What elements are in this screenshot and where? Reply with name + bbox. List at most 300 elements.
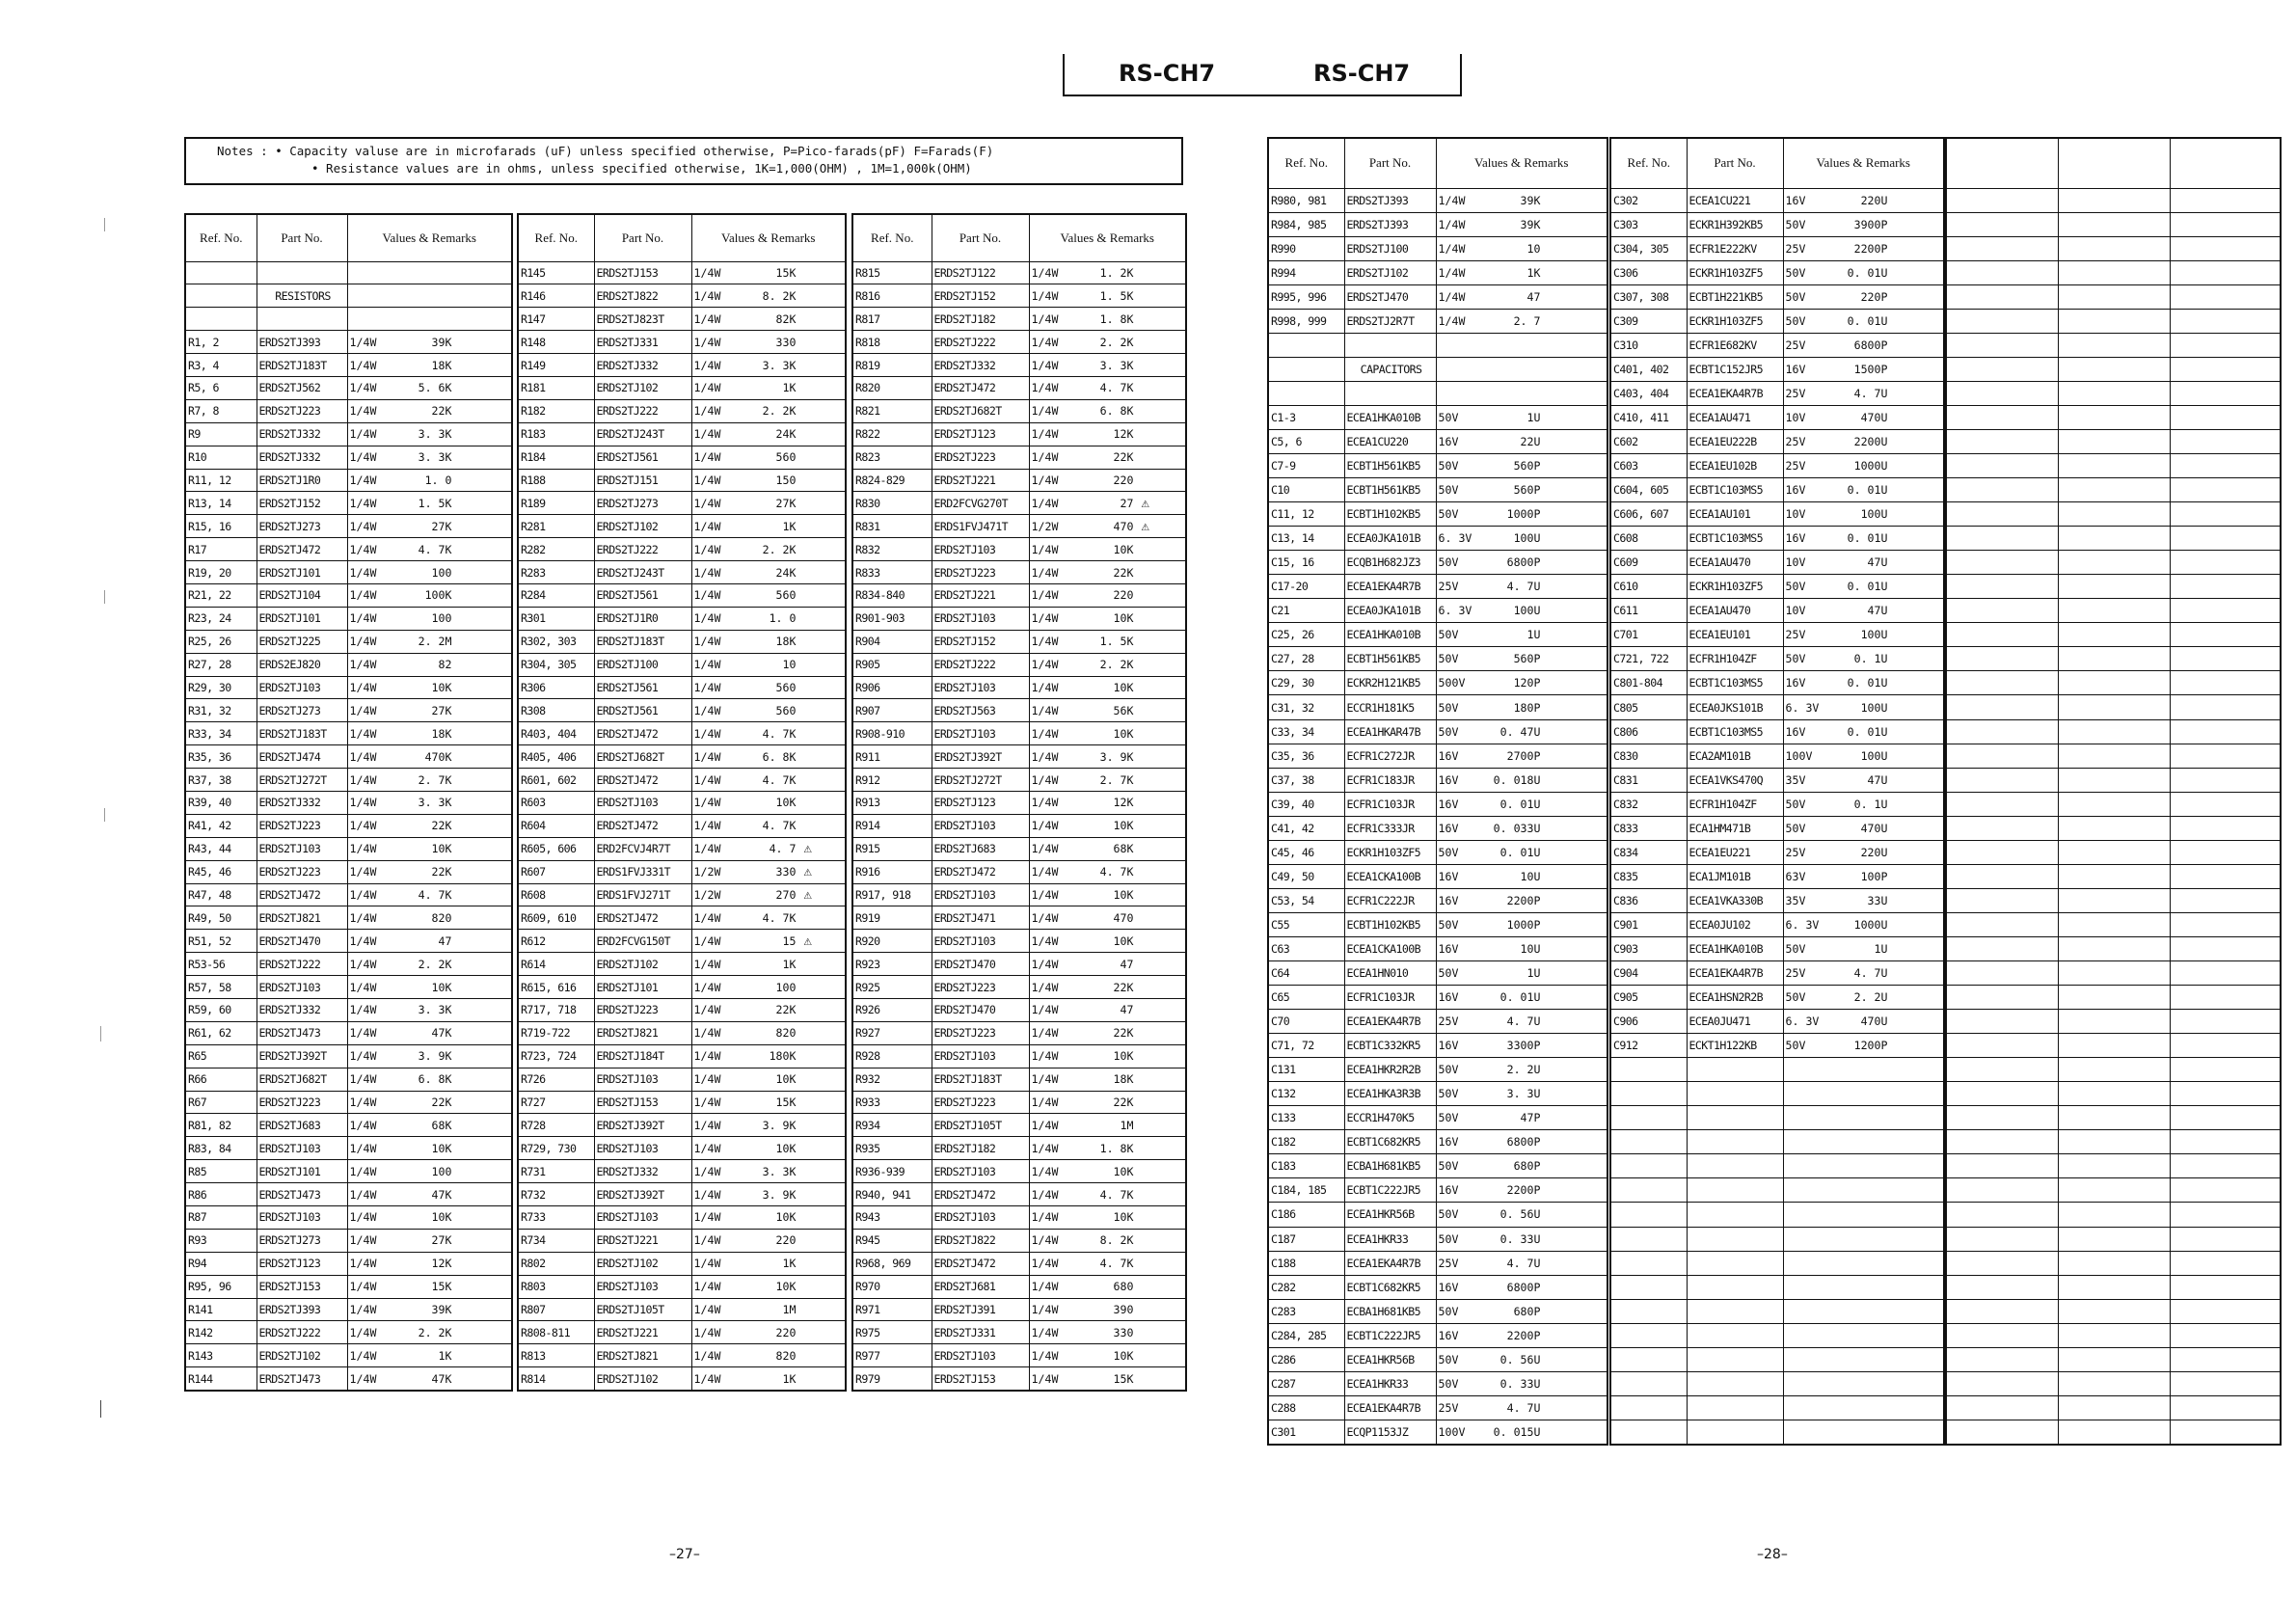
table-row: [1946, 1299, 2281, 1323]
ref-cell: R728: [518, 1114, 594, 1137]
rating: 50V: [1438, 1063, 1459, 1077]
values-cell: [1029, 399, 1186, 422]
ref-cell: [1268, 357, 1344, 381]
rating: 50V: [1438, 1207, 1459, 1222]
values-cell: [347, 1321, 512, 1344]
table-row: [1610, 744, 1944, 768]
table-row: [852, 469, 1186, 492]
table-row: [1268, 212, 1607, 236]
table-row: [852, 1137, 1186, 1160]
values-cell: [1783, 599, 1944, 623]
part-cell: ECBT1H561KB5: [1344, 478, 1436, 502]
part-cell: ERDS1FVJ331T: [594, 860, 691, 883]
ref-cell: R405, 406: [518, 745, 594, 769]
rating: 1/4W: [349, 1072, 377, 1087]
part-cell: ECFR1C272JR: [1344, 744, 1436, 768]
values-cell: [2170, 1130, 2281, 1154]
ref-cell: C831: [1610, 768, 1687, 792]
value: 12K: [1113, 796, 1134, 810]
ref-cell: R142: [185, 1321, 257, 1344]
value: 3. 9K: [762, 1118, 797, 1132]
ref-cell: [1946, 1058, 2058, 1082]
value: 1200P: [1853, 1039, 1888, 1053]
value: 2. 2U: [1853, 990, 1888, 1005]
table-row: [1268, 527, 1607, 551]
ref-cell: [1610, 1275, 1687, 1299]
table-row: [1946, 236, 2281, 260]
rating: 1/4W: [349, 1164, 377, 1178]
rating: 25V: [1785, 845, 1806, 859]
values-cell: [1783, 429, 1944, 453]
values-cell: [691, 354, 846, 377]
values-cell: [347, 354, 512, 377]
value: 680: [1113, 1280, 1134, 1294]
ref-cell: C39, 40: [1268, 792, 1344, 816]
table-row: [518, 1344, 846, 1367]
values-cell: [1783, 1347, 1944, 1371]
table-row: [852, 953, 1186, 976]
values-cell: [691, 791, 846, 814]
values-cell: [2170, 188, 2281, 212]
table-row: [1610, 695, 1944, 719]
ref-cell: [1610, 1299, 1687, 1323]
part-cell: [2058, 1323, 2170, 1347]
part-cell: ERDS2TJ391: [932, 1298, 1029, 1321]
rating: 25V: [1785, 241, 1806, 256]
values-cell: [1029, 446, 1186, 469]
rating: 1/4W: [693, 933, 721, 948]
table-row: [185, 676, 512, 699]
part-cell: ECFR1C222JR: [1344, 888, 1436, 912]
ref-cell: R831: [852, 515, 932, 538]
values-cell: [1029, 515, 1186, 538]
values-cell: [1436, 381, 1607, 405]
rating: 1/4W: [693, 635, 721, 649]
part-cell: [2058, 792, 2170, 816]
model-name-left: RS-CH7: [1119, 60, 1216, 87]
table-row: [852, 538, 1186, 561]
rating: 1/4W: [693, 1003, 721, 1017]
ref-cell: C286: [1268, 1347, 1344, 1371]
ref-cell: R834-840: [852, 583, 932, 607]
ref-cell: [1946, 936, 2058, 960]
ref-header: Ref. No.: [852, 214, 932, 261]
rating: 50V: [1438, 652, 1459, 666]
values-cell: [347, 722, 512, 745]
rating: 1/4W: [1031, 749, 1059, 764]
ref-cell: R717, 718: [518, 999, 594, 1022]
value: 4. 7U: [1506, 1400, 1541, 1415]
rating: 1/4W: [349, 1233, 377, 1248]
ref-cell: C901: [1610, 912, 1687, 936]
part-cell: ERDS2TJ561: [594, 446, 691, 469]
values-header: Values & Remarks: [1436, 138, 1607, 188]
value: 4. 7K: [1099, 1257, 1134, 1271]
part-cell: ERDS2TJ223: [932, 1091, 1029, 1114]
ref-cell: C604, 605: [1610, 478, 1687, 502]
part-cell: ERDS2TJ472: [932, 1252, 1029, 1275]
part-cell: ERDS2TJ392T: [932, 745, 1029, 769]
values-cell: [691, 769, 846, 792]
part-cell: ERD2FCVG270T: [932, 492, 1029, 515]
part-cell: ERDS2TJ102: [594, 515, 691, 538]
part-cell: [2058, 1395, 2170, 1420]
values-cell: [347, 999, 512, 1022]
part-cell: ERDS2TJ223: [932, 446, 1029, 469]
value: 0. 01U: [1499, 990, 1541, 1005]
value: 6. 8K: [418, 1072, 452, 1087]
value: 270: [775, 887, 797, 902]
table-row: [852, 561, 1186, 584]
table-row: [852, 515, 1186, 538]
value: 470: [1113, 910, 1134, 925]
ref-cell: R734: [518, 1229, 594, 1252]
rating: 1/4W: [1031, 842, 1059, 856]
rating: 6. 3V: [1785, 917, 1820, 932]
values-cell: [1436, 961, 1607, 986]
table-row: [852, 284, 1186, 308]
table-row: [852, 999, 1186, 1022]
part-cell: ERDS1FVJ471T: [932, 515, 1029, 538]
part-cell: [1687, 1371, 1783, 1395]
rating: 16V: [1438, 990, 1459, 1005]
value: 100U: [1513, 604, 1541, 618]
part-cell: ECEA1EU102B: [1687, 454, 1783, 478]
ref-cell: R5, 6: [185, 376, 257, 399]
part-cell: RESISTORS: [257, 284, 347, 308]
value: 10K: [775, 1210, 797, 1225]
table-row: [1268, 454, 1607, 478]
table-row: [185, 561, 512, 584]
table-row: [852, 976, 1186, 999]
rating: 25V: [1785, 628, 1806, 642]
rating: 16V: [1438, 893, 1459, 907]
rating: 1/4W: [1031, 796, 1059, 810]
part-cell: ERDS2TJ101: [257, 561, 347, 584]
ref-cell: R601, 602: [518, 769, 594, 792]
rating: 1/4W: [349, 1049, 377, 1064]
part-cell: [2058, 429, 2170, 453]
table-row: [1610, 381, 1944, 405]
ref-cell: C13, 14: [1268, 527, 1344, 551]
rating: 1/4W: [693, 496, 721, 510]
value: 22K: [431, 1096, 452, 1109]
value: 3. 3K: [418, 450, 452, 465]
value: 560P: [1513, 483, 1541, 498]
values-cell: [1029, 1160, 1186, 1183]
part-cell: ECEA1HKR56B: [1344, 1347, 1436, 1371]
ref-cell: R971: [852, 1298, 932, 1321]
rating: 1/4W: [1031, 726, 1059, 741]
part-cell: ERDS2TJ470: [1344, 284, 1436, 309]
values-cell: [1029, 284, 1186, 308]
values-cell: [347, 1229, 512, 1252]
values-cell: [1783, 792, 1944, 816]
part-cell: ERDS2TJ223: [257, 814, 347, 837]
ref-cell: [1268, 333, 1344, 357]
rating: 25V: [1438, 580, 1459, 594]
ref-cell: C832: [1610, 792, 1687, 816]
values-cell: [347, 814, 512, 837]
part-cell: [2058, 671, 2170, 695]
part-cell: ECBT1C332KR5: [1344, 1034, 1436, 1058]
rating: 1/4W: [349, 473, 377, 487]
values-cell: [347, 1091, 512, 1114]
rating: 50V: [1785, 289, 1806, 304]
table-row: [518, 1044, 846, 1068]
part-cell: ERDS2EJ820: [257, 653, 347, 676]
rating: 1/4W: [1438, 241, 1466, 256]
part-cell: ERDS2TJ332: [257, 446, 347, 469]
table-row: [518, 331, 846, 354]
part-cell: ECEA1AU470: [1687, 599, 1783, 623]
part-cell: [1687, 1106, 1783, 1130]
rating: 1/4W: [693, 1280, 721, 1294]
table-row: [518, 1367, 846, 1391]
part-cell: ECKR1H103ZF5: [1687, 309, 1783, 333]
value: 4. 7K: [762, 819, 797, 833]
ref-cell: C183: [1268, 1154, 1344, 1178]
part-cell: ECBT1C682KR5: [1344, 1275, 1436, 1299]
table-row: [1946, 1203, 2281, 1227]
value: 0. 56U: [1499, 1352, 1541, 1366]
rating: 1/4W: [349, 1303, 377, 1317]
part-cell: ERDS2TJ102: [1344, 260, 1436, 284]
ref-cell: R822: [852, 422, 932, 446]
values-cell: [1029, 607, 1186, 630]
value: 0. 33U: [1499, 1231, 1541, 1246]
table-row: [1610, 260, 1944, 284]
part-cell: [257, 308, 347, 331]
table-row: [1268, 502, 1607, 527]
part-cell: ECEA1HKA010B: [1344, 405, 1436, 429]
rating: 1/4W: [693, 358, 721, 372]
part-cell: [1687, 1130, 1783, 1154]
ref-cell: R824-829: [852, 469, 932, 492]
ref-cell: R19, 20: [185, 561, 257, 584]
part-cell: ERDS2TJ153: [257, 1275, 347, 1298]
ref-cell: [1946, 623, 2058, 647]
value: 1U: [1526, 628, 1541, 642]
rating: 1/4W: [349, 1096, 377, 1109]
ref-cell: [1946, 647, 2058, 671]
values-cell: [1436, 1323, 1607, 1347]
ref-cell: R45, 46: [185, 860, 257, 883]
value: 560: [775, 703, 797, 717]
value: 0. 01U: [1847, 676, 1888, 690]
rating: 6. 3V: [1785, 1014, 1820, 1029]
ref-cell: [1946, 551, 2058, 575]
table-row: [852, 630, 1186, 653]
rating: 1/4W: [1031, 542, 1059, 556]
table-row: [1946, 599, 2281, 623]
value: 56K: [1113, 703, 1134, 717]
part-cell: [2058, 236, 2170, 260]
ref-cell: R940, 941: [852, 1183, 932, 1206]
ref-cell: R917, 918: [852, 883, 932, 906]
value: 24K: [775, 427, 797, 442]
ref-cell: [1946, 792, 2058, 816]
ref-cell: [1610, 1130, 1687, 1154]
table-row: [1946, 888, 2281, 912]
part-cell: ERDS2TJ221: [594, 1229, 691, 1252]
table-row: [185, 814, 512, 837]
table-row: [518, 446, 846, 469]
rating: 1/4W: [349, 772, 377, 787]
ref-cell: [1946, 1034, 2058, 1058]
value: 100: [431, 1164, 452, 1178]
table-row: [852, 745, 1186, 769]
table-row: [1268, 188, 1607, 212]
value: 560: [775, 680, 797, 694]
part-cell: ERDS2TJ272T: [257, 769, 347, 792]
ref-cell: [1946, 527, 2058, 551]
values-cell: [691, 814, 846, 837]
values-cell: [1783, 816, 1944, 840]
ref-cell: [1946, 768, 2058, 792]
value: 6800P: [1853, 338, 1888, 352]
value: 2. 7: [1513, 313, 1541, 328]
ref-cell: C403, 404: [1610, 381, 1687, 405]
part-cell: [2058, 1299, 2170, 1323]
part-cell: [2058, 478, 2170, 502]
ref-cell: R31, 32: [185, 699, 257, 722]
values-cell: [1783, 961, 1944, 986]
part-cell: ECEA1HKA010B: [1344, 623, 1436, 647]
part-cell: ECEA1CU220: [1344, 429, 1436, 453]
table-row: [518, 906, 846, 930]
table-row: [185, 1321, 512, 1344]
value: 100U: [1513, 531, 1541, 546]
table-row: [518, 1298, 846, 1321]
part-cell: ERDS2TJ470: [257, 930, 347, 953]
value: 10K: [1113, 542, 1134, 556]
value: 5. 6K: [418, 381, 452, 395]
part-cell: ECEA1EKA4R7B: [1344, 575, 1436, 599]
values-cell: [1783, 284, 1944, 309]
ref-cell: C611: [1610, 599, 1687, 623]
part-cell: [2058, 986, 2170, 1010]
table-row: [1946, 212, 2281, 236]
values-cell: [1436, 527, 1607, 551]
rating: 25V: [1438, 1256, 1459, 1270]
part-cell: ERDS2TJ222: [932, 653, 1029, 676]
value: 47U: [1867, 555, 1888, 570]
ref-cell: R33, 34: [185, 722, 257, 745]
rating: 1/4W: [349, 865, 377, 879]
value: 1500P: [1853, 362, 1888, 376]
value: 10K: [1113, 680, 1134, 694]
values-cell: [1436, 429, 1607, 453]
rating: 1/4W: [349, 1141, 377, 1155]
values-cell: [1029, 1091, 1186, 1114]
table-row: [185, 1367, 512, 1391]
table-row: [1610, 768, 1944, 792]
values-cell: [2170, 478, 2281, 502]
part-cell: ERDS2TJ104: [257, 583, 347, 607]
ref-cell: C309: [1610, 309, 1687, 333]
ref-cell: [1946, 864, 2058, 888]
rating: 50V: [1438, 459, 1459, 473]
ref-cell: R820: [852, 376, 932, 399]
part-cell: [2058, 551, 2170, 575]
ref-cell: [1946, 1420, 2058, 1445]
table-row: [1610, 1130, 1944, 1154]
table-row: [1946, 986, 2281, 1010]
values-cell: [347, 492, 512, 515]
ref-cell: C188: [1268, 1251, 1344, 1275]
ref-cell: R604: [518, 814, 594, 837]
part-cell: [2058, 1371, 2170, 1395]
values-cell: [691, 1021, 846, 1044]
table-row: [185, 976, 512, 999]
ref-cell: R905: [852, 653, 932, 676]
ref-cell: C35, 36: [1268, 744, 1344, 768]
table-row: [518, 630, 846, 653]
ref-cell: C306: [1610, 260, 1687, 284]
value: 2. 2K: [418, 957, 452, 971]
values-cell: [1783, 671, 1944, 695]
value: 1000U: [1853, 917, 1888, 932]
ref-cell: R936-939: [852, 1160, 932, 1183]
rating: 1/4W: [349, 1210, 377, 1225]
values-cell: [1783, 454, 1944, 478]
part-cell: ERDS2TJ103: [932, 930, 1029, 953]
ref-cell: R904: [852, 630, 932, 653]
rating: 1/4W: [349, 933, 377, 948]
values-cell: [347, 906, 512, 930]
part-cell: [2058, 961, 2170, 986]
value: 15K: [1113, 1371, 1134, 1386]
margin-mark: [104, 218, 105, 231]
values-cell: [691, 1321, 846, 1344]
ref-cell: R23, 24: [185, 607, 257, 630]
part-cell: ERDS2TJ103: [257, 1137, 347, 1160]
ref-cell: R823: [852, 446, 932, 469]
part-cell: [2058, 405, 2170, 429]
part-cell: ERDS2TJ103: [932, 883, 1029, 906]
values-cell: [691, 930, 846, 953]
values-cell: [347, 284, 512, 308]
table-row: [518, 769, 846, 792]
part-cell: ERDS2TJ153: [932, 1367, 1029, 1391]
values-cell: [1029, 930, 1186, 953]
ref-cell: R923: [852, 953, 932, 976]
table-row: [1268, 284, 1607, 309]
ref-cell: [1946, 429, 2058, 453]
table-row: [1268, 551, 1607, 575]
rating: 1/4W: [693, 957, 721, 971]
value: 220: [775, 1325, 797, 1339]
part-cell: ERDS2TJ151: [594, 469, 691, 492]
values-cell: [2170, 357, 2281, 381]
table-row: [1610, 599, 1944, 623]
ref-cell: R53-56: [185, 953, 257, 976]
part-cell: ECEA1HKAR47B: [1344, 719, 1436, 744]
value: 18K: [431, 358, 452, 372]
value: 1. 0: [769, 611, 797, 626]
values-cell: [1029, 1344, 1186, 1367]
rating: 1/4W: [1031, 658, 1059, 672]
part-cell: ERDS2TJ331: [594, 331, 691, 354]
table-row: [852, 492, 1186, 515]
table-row: [1268, 1251, 1607, 1275]
table-row: [852, 1068, 1186, 1091]
values-cell: [1436, 1251, 1607, 1275]
notes-box: [184, 137, 1183, 185]
value: 1000P: [1506, 507, 1541, 522]
values-cell: [347, 561, 512, 584]
